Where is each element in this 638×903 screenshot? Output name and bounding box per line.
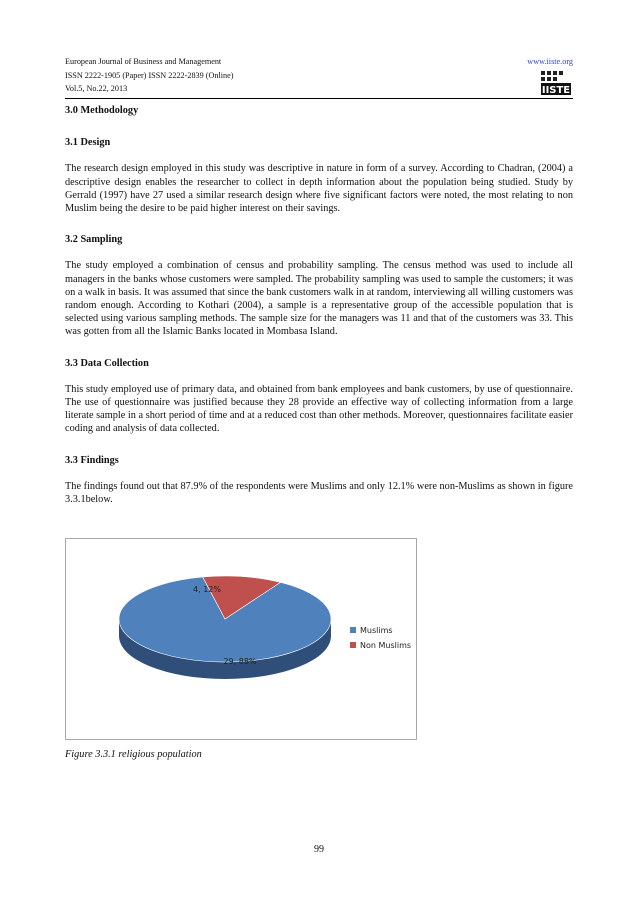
issn-line: ISSN 2222-1905 (Paper) ISSN 2222-2839 (Online): [65, 70, 234, 80]
data-label-non-muslims: 4, 12%: [193, 585, 221, 594]
logo-text: IISTE: [541, 85, 571, 96]
volume-line: Vol.5, No.22, 2013: [65, 84, 128, 93]
data-label-muslims: 29, 88%: [223, 657, 257, 666]
journal-name: European Journal of Business and Management: [65, 57, 222, 66]
sampling-heading: 3.2 Sampling: [65, 234, 123, 246]
legend-label-muslims: Muslims: [360, 626, 393, 635]
findings-paragraph: The findings found out that 87.9% of the respondents were Muslims and only 12.1% were non-Muslims as shown in figure 3.3.1below.: [65, 480, 573, 506]
page-number: 99: [314, 844, 324, 855]
legend-swatch-muslims: [350, 627, 356, 633]
figure-caption: Figure 3.3.1 religious population: [65, 749, 202, 760]
legend-swatch-non-muslims: [350, 642, 356, 648]
data-collection-paragraph: This study employed use of primary data, and obtained from bank employees and bank customers, by use of questionnaire. The use of questionnaire was justified because they 28 provide an effective way of collecting information from a large literate sample in a short period of time and at a reduced cost than other methods. Moreover, questionnaires facilitate easier coding and analysis of data collected.: [65, 383, 573, 435]
findings-heading: 3.3 Findings: [65, 454, 119, 466]
journal-url-link[interactable]: www.iiste.org: [527, 57, 573, 66]
design-paragraph: The research design employed in this study was descriptive in nature in form of a survey. According to Chadran, (2004) a descriptive design enables the researcher to collect in depth information about the population being studied. Study by Gerrald (1997) have 27 used a similar research design where five significant factors were noted, the most relating to non Muslim being the desire to be paid higher interest on their savings.: [65, 163, 573, 215]
sampling-paragraph: The study employed a combination of census and probability sampling. The census method was used to include all managers in the banks whose customers were sampled. The probability sampling was used to sample the customers; it was on a walk in basis. It was assumed that since the bank customers walk in at random, interviewing all willing customers was random enough. According to Kothari (2004), a sample is a representative group of the accessible population that is selected using various sampling methods. The sample size for the managers was 11 and that of the customers was 33. This was gotten from all the Islamic Banks located in Mombasa Island.: [65, 260, 573, 338]
article-body: [65, 104, 573, 506]
pie-chart-container: [65, 538, 417, 740]
legend-label-non-muslims: Non Muslims: [360, 641, 412, 650]
methodology-heading: 3.0 Methodology: [65, 105, 139, 116]
page-header: [65, 55, 573, 97]
iiste-logo-icon: [539, 69, 573, 97]
header-rule: [65, 98, 573, 99]
data-collection-heading: 3.3 Data Collection: [65, 357, 149, 369]
design-heading: 3.1 Design: [65, 137, 111, 149]
pie-chart: [66, 539, 416, 739]
